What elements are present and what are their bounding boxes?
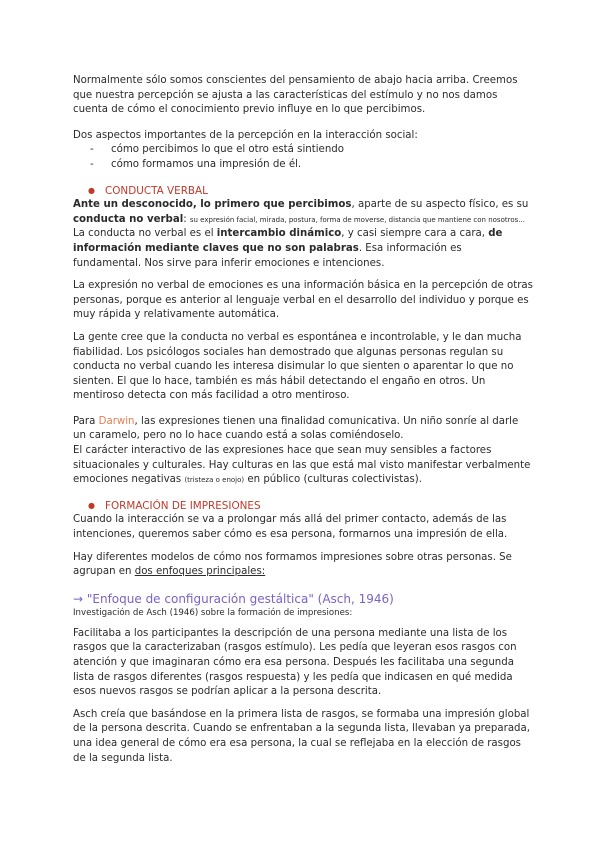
text-span: , y casi siempre cara a cara, [341,228,489,240]
heading-text: FORMACIÓN DE IMPRESIONES [105,499,261,512]
bold-text: intercambio dinámico [216,228,342,240]
section-title: → "Enfoque de configuración gestáltica" (Asch, 1946) [73,591,394,606]
bold-text: Ante un desconocido, lo primero que percibimos [73,199,352,211]
bold-text: conducta no verbal [73,213,184,225]
nonverbal-paragraph [73,198,533,227]
darwin-highlight: Darwin [98,415,135,427]
interaction-paragraph: Cuando la interacción se va a prolongar más allá del primer contacto, además de las intenciones, queremos saber cómo es esa persona, formarnos una impresión de ella. [73,514,508,541]
culture-paragraph [73,444,533,488]
deception-paragraph: La gente cree que la conducta no verbal es espontánea e incontrolable, y le dan mucha fiabilidad. Los psicólogos sociales han demostrado que algunas personas regulan su conducta no verbal cuando les interesa disimular lo que sienten o aparentar lo que no sienten. El que lo hace, también es más hábil detectando el engaño en otros. Un mentiroso detecta con más facilidad a otro mentiroso. [73,331,522,402]
list-item-text: cómo formamos una impresión de él. [111,158,302,170]
small-text: su expresión facial, mirada, postura, forma de moverse, distancia que mantiene con nosotros... [189,215,525,224]
text-span: , aparte de su aspecto físico, es su [351,199,529,211]
bullet-icon: ● [88,185,95,195]
asch-conclusion-paragraph: Asch creía que basándose en la primera lista de rasgos, se formaba una impresión global de la persona descrita. Cuando se enfrentaban a la segunda lista, llevaban ya preparada, una idea general de cómo era esa persona, la cual se reflejaba en la elección de rasgos de la segunda lista. [73,708,531,764]
list-item [73,143,533,158]
dash-marker: - [90,144,94,156]
text-span: Hay diferentes modelos de cómo nos formamos impresiones sobre otras personas. Se agrupan en [73,551,512,578]
expression-paragraph: La expresión no verbal de emociones es una información básica en la percepción de otras personas, porque es anterior al lenguaje verbal en el desarrollo del individuo y porque es muy rápida y relativamente automática. [73,280,533,321]
models-paragraph [73,551,533,580]
list-item [73,158,533,173]
intro-paragraph: Normalmente sólo somos conscientes del pensamiento de abajo hacia arriba. Creemos que nuestra percepción se ajusta a las características del estímulo y no nos damos cuenta de cómo el conocimiento previo influye en lo que percibimos. [73,75,518,116]
small-text: (tristeza o enojo) [184,476,245,485]
list-item-text: cómo percibimos lo que el otro está sintiendo [111,144,344,156]
aspects-intro: Dos aspectos importantes de la percepción en la interacción social: [73,129,418,141]
darwin-paragraph [73,415,533,444]
document-body [73,74,533,766]
heading-text: CONDUCTA VERBAL [105,184,208,197]
heading-formacion-impresiones [73,499,533,514]
text-span: El carácter interactivo de las expresiones hace que sean muy sensibles a factores situacionales y culturales. Hay culturas en las que está mal visto manifestar verbalmente emociones negativas [73,445,531,486]
text-span: Para [73,415,99,427]
text-span: , las expresiones tienen una finalidad comunicativa. Un niño sonríe al darle un caramelo, pero no lo hace cuando está a solas comiéndoselo. [73,415,519,442]
text-span: en público (culturas colectivistas). [244,474,423,486]
bold-text: de información mediante claves que no son palabras [73,228,503,254]
asch-method-paragraph: Facilitaba a los participantes la descripción de una persona mediante una lista de los rasgos que la caracterizaban (rasgos estímulo). Les pedía que leyeran esos rasgos con atención y que imaginaran cómo era esa persona. Después les facilitaba una segunda lista de rasgos diferentes (rasgos respuesta) y les pedía que indicasen en qué medida esos nuevos rasgos se podrían aplicar a la persona descrita. [73,627,517,698]
section-note: Investigación de Asch (1946) sobre la formación de impresiones: [73,607,353,618]
text-span: . Esa información es fundamental. Nos sirve para inferir emociones e intenciones. [73,242,462,269]
text-span: : [183,213,190,225]
underlined-text: dos enfoques principales: [134,566,266,578]
heading-conducta-verbal [73,184,533,199]
definition-paragraph [73,227,533,271]
dash-marker: - [90,158,94,170]
bullet-icon: ● [88,500,95,510]
text-span: La conducta no verbal es el [73,228,217,240]
